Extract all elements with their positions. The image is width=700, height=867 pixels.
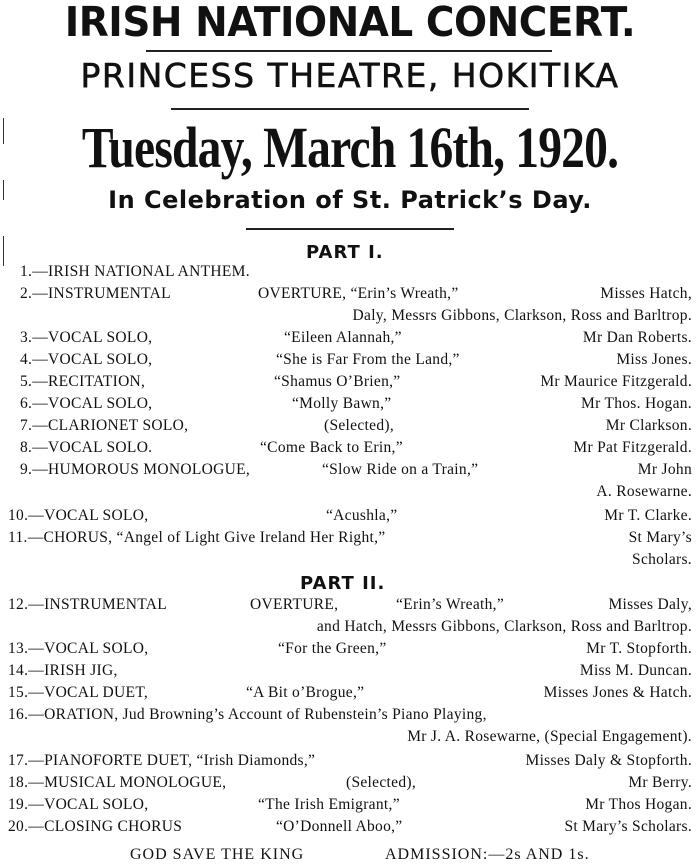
margin-mark xyxy=(3,118,4,144)
occasion-line: In Celebration of St. Patrick’s Day. xyxy=(108,186,592,214)
program-item xyxy=(0,393,700,415)
item-performer: Mr Pat Fitzgerald. xyxy=(573,439,692,456)
item-piece: “Shamus O’Brien,” xyxy=(274,373,401,390)
item-performer: Mr Thos Hogan. xyxy=(585,796,692,813)
item-piece: (Selected), xyxy=(346,774,416,791)
item-type: 12.—INSTRUMENTAL xyxy=(8,596,167,613)
item-type: 8.—VOCAL SOLO. xyxy=(20,439,153,456)
item-piece: “For the Green,” xyxy=(278,640,387,657)
item-performer: St Mary’s Scholars. xyxy=(564,818,692,835)
item-performer: Mr Maurice Fitzgerald. xyxy=(540,373,692,390)
item-type: 18.—MUSICAL MONOLOGUE, xyxy=(8,774,227,791)
program-item xyxy=(0,682,700,704)
admission-line: ADMISSION:—2s AND 1s. xyxy=(385,846,590,863)
item-type: 11.—CHORUS, “Angel of Light Give Ireland Her Right,” xyxy=(8,529,386,546)
item-type: 6.—VOCAL SOLO, xyxy=(20,395,153,412)
part-one-heading: PART I. xyxy=(306,242,384,263)
program-item xyxy=(0,261,700,283)
concert-date: Tuesday, March 16th, 1920. xyxy=(81,115,619,180)
item-performer: Misses Hatch, xyxy=(600,285,692,302)
part-two-heading: PART II. xyxy=(300,573,386,594)
program-item xyxy=(0,638,700,660)
anthem-line: GOD SAVE THE KING xyxy=(130,846,305,863)
item-piece: “She is Far From the Land,” xyxy=(276,351,460,368)
program-item-continued xyxy=(0,616,700,638)
program-item-continued xyxy=(0,305,700,327)
program-item xyxy=(0,704,700,726)
program-item xyxy=(0,415,700,437)
item-performer: St Mary’s xyxy=(628,529,692,546)
item-piece: “Molly Bawn,” xyxy=(292,395,392,412)
program-item xyxy=(0,794,700,816)
program-item xyxy=(0,594,700,616)
item-type: 17.—PIANOFORTE DUET, “Irish Diamonds,” xyxy=(8,752,316,769)
item-performer: and Hatch, Messrs Gibbons, Clarkson, Ross and Barltrop. xyxy=(316,618,692,635)
item-piece: “Eileen Alannah,” xyxy=(284,329,402,346)
occasion-rule xyxy=(246,228,454,230)
program-item-continued xyxy=(0,549,700,571)
item-piece: “A Bit o’Brogue,” xyxy=(246,684,365,701)
venue-rule xyxy=(171,108,529,110)
item-type: 15.—VOCAL DUET, xyxy=(8,684,149,701)
item-piece: “Acushla,” xyxy=(326,507,398,524)
item-piece: (Selected), xyxy=(324,417,394,434)
item-performer: Miss Jones. xyxy=(616,351,692,368)
item-piece: “O’Donnell Aboo,” xyxy=(276,818,403,835)
item-piece: “Slow Ride on a Train,” xyxy=(322,461,479,478)
margin-mark xyxy=(3,180,4,200)
item-performer: Mr Thos. Hogan. xyxy=(581,395,692,412)
item-performer: Mr T. Stopforth. xyxy=(586,640,692,657)
program-item xyxy=(0,816,700,838)
item-type: 16.—ORATION, Jud Browning’s Account of Rubenstein’s Piano Playing, xyxy=(8,706,487,723)
item-type: 14.—IRISH JIG, xyxy=(8,662,118,679)
item-type: 9.—HUMOROUS MONOLOGUE, xyxy=(20,461,251,478)
program-item xyxy=(0,505,700,527)
item-performer: A. Rosewarne. xyxy=(596,483,692,500)
item-piece: “Erin’s Wreath,” xyxy=(396,596,505,613)
item-title: 1.—IRISH NATIONAL ANTHEM. xyxy=(20,263,250,280)
item-performer: Misses Daly & Stopforth. xyxy=(525,752,692,769)
program-item xyxy=(0,527,700,549)
item-piece: OVERTURE, xyxy=(250,596,339,613)
program-item xyxy=(0,371,700,393)
item-performer: Mr J. A. Rosewarne, (Special Engagement). xyxy=(407,728,692,745)
program-item xyxy=(0,349,700,371)
item-performer: Misses Jones & Hatch. xyxy=(543,684,692,701)
item-type: 3.—VOCAL SOLO, xyxy=(20,329,153,346)
program-item xyxy=(0,437,700,459)
program-item xyxy=(0,660,700,682)
item-piece: “Come Back to Erin,” xyxy=(260,439,403,456)
item-performer: Mr John xyxy=(637,461,692,478)
item-performer: Mr T. Clarke. xyxy=(604,507,692,524)
program-item xyxy=(0,459,700,481)
item-performer: Scholars. xyxy=(632,551,692,568)
item-type: 4.—VOCAL SOLO, xyxy=(20,351,153,368)
program-item-continued xyxy=(0,481,700,503)
item-type: 5.—RECITATION, xyxy=(20,373,146,390)
item-piece: “The Irish Emigrant,” xyxy=(258,796,400,813)
item-performer: Mr Dan Roberts. xyxy=(582,329,692,346)
item-type: 10.—VOCAL SOLO, xyxy=(8,507,149,524)
concert-title: IRISH NATIONAL CONCERT. xyxy=(64,0,636,46)
title-rule xyxy=(146,50,552,52)
venue-title: PRINCESS THEATRE, HOKITIKA xyxy=(80,56,620,95)
item-type: 13.—VOCAL SOLO, xyxy=(8,640,149,657)
program-item xyxy=(0,283,700,305)
item-performer: Daly, Messrs Gibbons, Clarkson, Ross and Barltrop. xyxy=(352,307,692,324)
item-type: 7.—CLARIONET SOLO, xyxy=(20,417,189,434)
item-performer: Mr Clarkson. xyxy=(605,417,692,434)
item-type: 19.—VOCAL SOLO, xyxy=(8,796,149,813)
program-item-continued xyxy=(0,726,700,748)
program-item xyxy=(0,772,700,794)
item-performer: Misses Daly, xyxy=(608,596,692,613)
item-performer: Miss M. Duncan. xyxy=(579,662,692,679)
item-type: 2.—INSTRUMENTAL xyxy=(20,285,171,302)
item-piece: OVERTURE, “Erin’s Wreath,” xyxy=(258,285,459,302)
program-item xyxy=(0,327,700,349)
item-type: 20.—CLOSING CHORUS xyxy=(8,818,183,835)
program-item xyxy=(0,750,700,772)
item-performer: Mr Berry. xyxy=(628,774,692,791)
